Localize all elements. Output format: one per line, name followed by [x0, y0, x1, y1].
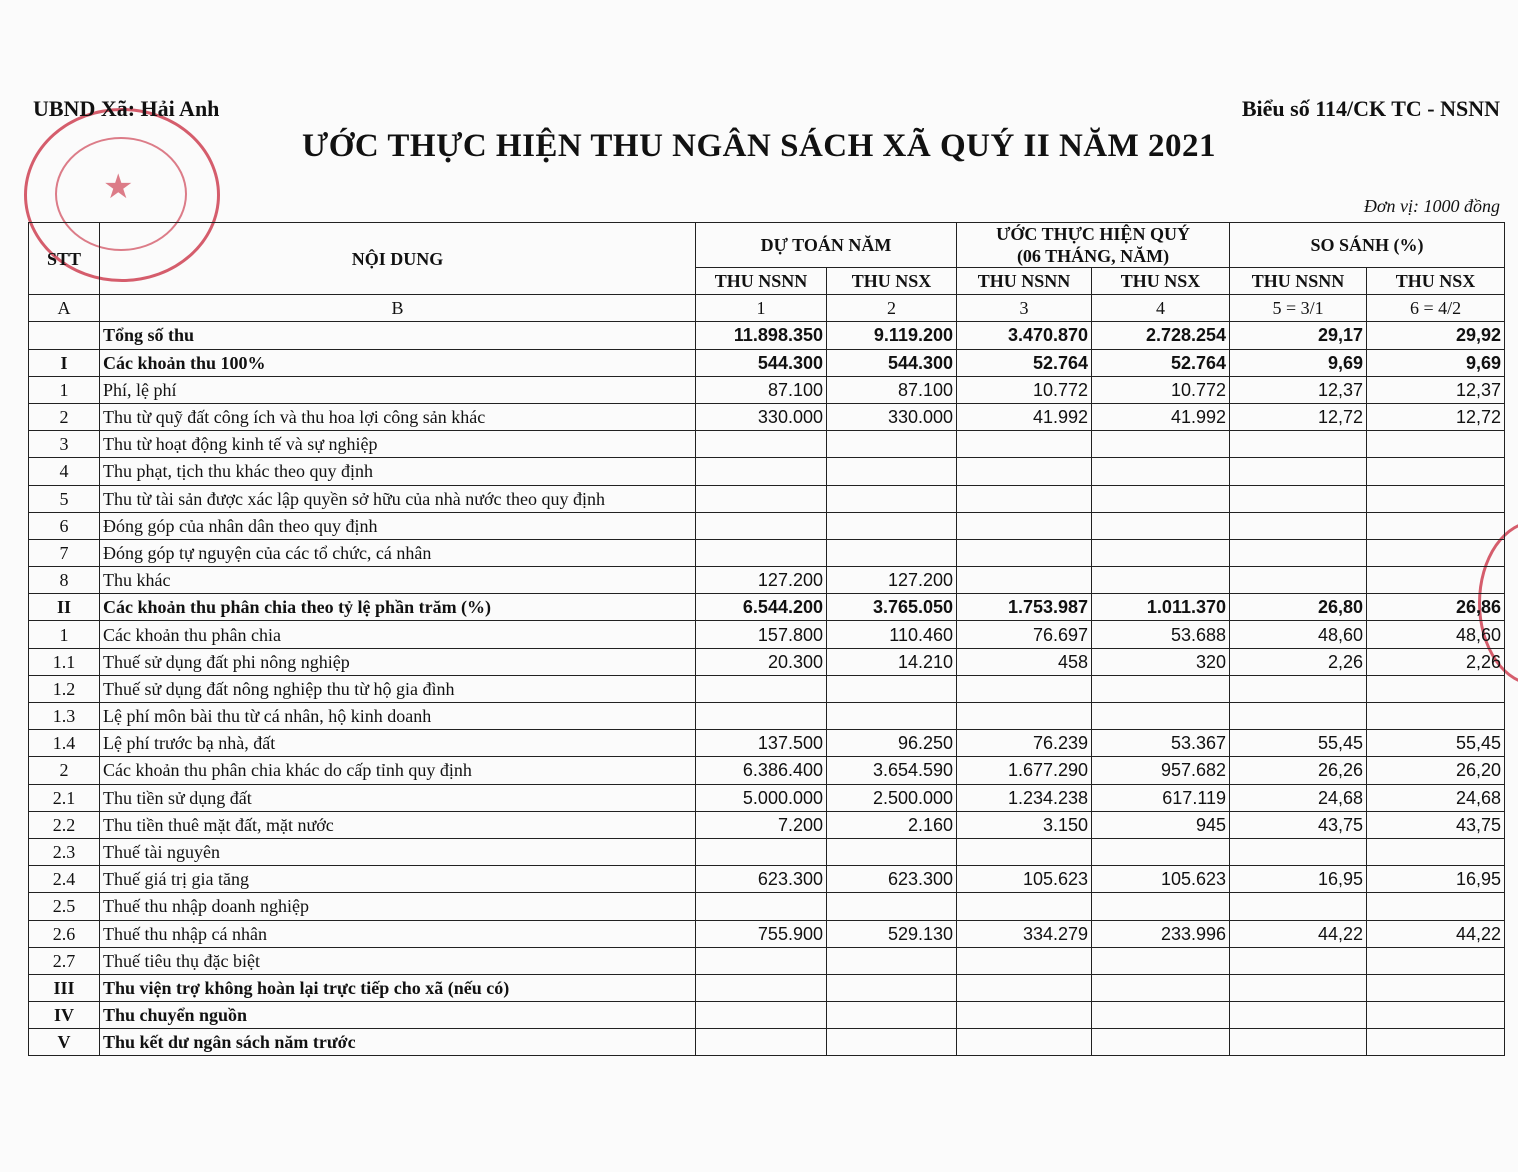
row-value-cell: 87.100 [696, 376, 827, 403]
group-actual-header [957, 223, 1230, 268]
row-value-cell: 48,60 [1230, 621, 1367, 648]
table-row [29, 458, 1505, 485]
row-value-cell [1092, 974, 1230, 1001]
table-row [29, 621, 1505, 648]
row-value-cell: 945 [1092, 811, 1230, 838]
col-content-header: NỘI DUNG [100, 223, 696, 295]
table-row [29, 648, 1505, 675]
row-value-cell [696, 1002, 827, 1029]
row-value-cell: 55,45 [1230, 730, 1367, 757]
index-cell: 5 = 3/1 [1230, 295, 1367, 322]
row-value-cell [696, 838, 827, 865]
row-value-cell [1367, 431, 1505, 458]
row-value-cell [1230, 1002, 1367, 1029]
row-content-cell: Thuế sử dụng đất nông nghiệp thu từ hộ gia đình [100, 675, 696, 702]
table-row [29, 811, 1505, 838]
table-body [29, 322, 1505, 1056]
row-value-cell: 41.992 [1092, 403, 1230, 430]
row-value-cell: 26,80 [1230, 594, 1367, 621]
row-value-cell [1092, 1002, 1230, 1029]
budget-table [28, 222, 1505, 1056]
row-value-cell: 320 [1092, 648, 1230, 675]
row-content-cell: Lệ phí trước bạ nhà, đất [100, 730, 696, 757]
row-stt-cell: 2 [29, 757, 100, 784]
row-value-cell [1092, 512, 1230, 539]
row-content-cell: Thu kết dư ngân sách năm trước [100, 1029, 696, 1056]
table-row [29, 920, 1505, 947]
row-value-cell [1092, 539, 1230, 566]
row-value-cell [1367, 893, 1505, 920]
row-value-cell [1230, 512, 1367, 539]
row-value-cell [827, 458, 957, 485]
row-value-cell [1092, 485, 1230, 512]
row-value-cell: 12,37 [1367, 376, 1505, 403]
row-value-cell: 26,26 [1230, 757, 1367, 784]
row-value-cell: 26,20 [1367, 757, 1505, 784]
row-value-cell: 623.300 [696, 866, 827, 893]
row-stt-cell: V [29, 1029, 100, 1056]
row-value-cell [957, 675, 1092, 702]
row-value-cell [957, 431, 1092, 458]
row-stt-cell: 2.3 [29, 838, 100, 865]
row-value-cell: 2.728.254 [1092, 322, 1230, 349]
table-row [29, 567, 1505, 594]
row-value-cell [696, 893, 827, 920]
row-value-cell [1230, 974, 1367, 1001]
column-index-row [29, 295, 1505, 322]
row-value-cell: 10.772 [1092, 376, 1230, 403]
row-value-cell: 53.367 [1092, 730, 1230, 757]
row-value-cell [1092, 458, 1230, 485]
table-row [29, 403, 1505, 430]
row-stt-cell: IV [29, 1002, 100, 1029]
index-cell: 4 [1092, 295, 1230, 322]
row-value-cell [1230, 947, 1367, 974]
row-content-cell: Thuế sử dụng đất phi nông nghiệp [100, 648, 696, 675]
row-stt-cell: 7 [29, 539, 100, 566]
row-value-cell: 957.682 [1092, 757, 1230, 784]
row-value-cell [696, 512, 827, 539]
sub-header-nsx: THU NSX [827, 268, 957, 295]
row-value-cell [957, 539, 1092, 566]
row-stt-cell: III [29, 974, 100, 1001]
row-value-cell [1092, 567, 1230, 594]
row-content-cell: Thu từ tài sản được xác lập quyền sở hữu của nhà nước theo quy định [100, 485, 696, 512]
table-row [29, 974, 1505, 1001]
row-value-cell: 7.200 [696, 811, 827, 838]
row-value-cell [1230, 893, 1367, 920]
row-content-cell: Thuế thu nhập doanh nghiệp [100, 893, 696, 920]
row-value-cell: 529.130 [827, 920, 957, 947]
row-value-cell [827, 675, 957, 702]
row-value-cell [1230, 1029, 1367, 1056]
row-value-cell: 52.764 [1092, 349, 1230, 376]
row-content-cell: Đóng góp tự nguyện của các tổ chức, cá nhân [100, 539, 696, 566]
table-row [29, 675, 1505, 702]
row-value-cell [827, 1029, 957, 1056]
row-value-cell: 12,37 [1230, 376, 1367, 403]
row-value-cell [957, 512, 1092, 539]
row-content-cell: Thu chuyển nguồn [100, 1002, 696, 1029]
row-content-cell: Các khoản thu 100% [100, 349, 696, 376]
row-value-cell [827, 703, 957, 730]
row-value-cell [1092, 431, 1230, 458]
table-row [29, 947, 1505, 974]
row-value-cell [1367, 838, 1505, 865]
row-value-cell: 10.772 [957, 376, 1092, 403]
table-row [29, 349, 1505, 376]
table-row [29, 594, 1505, 621]
sub-header-nsnn: THU NSNN [1230, 268, 1367, 295]
row-value-cell: 1.011.370 [1092, 594, 1230, 621]
row-value-cell: 330.000 [696, 403, 827, 430]
row-value-cell [827, 947, 957, 974]
row-value-cell: 9,69 [1230, 349, 1367, 376]
row-stt-cell: 2 [29, 403, 100, 430]
table-row [29, 866, 1505, 893]
row-value-cell [1092, 675, 1230, 702]
row-value-cell [827, 512, 957, 539]
sub-header-nsx: THU NSX [1092, 268, 1230, 295]
row-stt-cell: 8 [29, 567, 100, 594]
row-stt-cell: 2.7 [29, 947, 100, 974]
row-value-cell: 2.500.000 [827, 784, 957, 811]
row-value-cell: 26,86 [1367, 594, 1505, 621]
row-value-cell [957, 485, 1092, 512]
index-cell: 6 = 4/2 [1367, 295, 1505, 322]
row-value-cell [957, 947, 1092, 974]
row-value-cell [1230, 675, 1367, 702]
row-value-cell [1230, 458, 1367, 485]
row-content-cell: Các khoản thu phân chia khác do cấp tỉnh quy định [100, 757, 696, 784]
row-stt-cell: 2.1 [29, 784, 100, 811]
table-row [29, 376, 1505, 403]
sub-header-nsx: THU NSX [1367, 268, 1505, 295]
row-value-cell: 755.900 [696, 920, 827, 947]
row-value-cell [827, 838, 957, 865]
row-value-cell: 52.764 [957, 349, 1092, 376]
row-value-cell: 3.654.590 [827, 757, 957, 784]
row-value-cell: 87.100 [827, 376, 957, 403]
row-value-cell: 9,69 [1367, 349, 1505, 376]
row-value-cell: 12,72 [1230, 403, 1367, 430]
row-value-cell [827, 485, 957, 512]
row-value-cell [1092, 947, 1230, 974]
currency-unit: Đơn vị: 1000 đồng [1363, 196, 1500, 216]
document-title: ƯỚC THỰC HIỆN THU NGÂN SÁCH XÃ QUÝ II NĂM 2021 [301, 128, 1217, 164]
table-row [29, 893, 1505, 920]
row-value-cell [696, 458, 827, 485]
row-value-cell: 127.200 [696, 567, 827, 594]
row-stt-cell: 1.2 [29, 675, 100, 702]
row-value-cell [1367, 539, 1505, 566]
row-value-cell: 5.000.000 [696, 784, 827, 811]
row-value-cell: 233.996 [1092, 920, 1230, 947]
row-value-cell: 1.677.290 [957, 757, 1092, 784]
row-value-cell [1230, 703, 1367, 730]
row-value-cell: 127.200 [827, 567, 957, 594]
row-value-cell: 41.992 [957, 403, 1092, 430]
row-content-cell: Các khoản thu phân chia theo tỷ lệ phần trăm (%) [100, 594, 696, 621]
row-content-cell: Thu tiền thuê mặt đất, mặt nước [100, 811, 696, 838]
row-stt-cell: II [29, 594, 100, 621]
row-value-cell: 44,22 [1367, 920, 1505, 947]
table-row [29, 485, 1505, 512]
row-content-cell: Thu tiền sử dụng đất [100, 784, 696, 811]
row-value-cell: 157.800 [696, 621, 827, 648]
table-row [29, 1029, 1505, 1056]
row-value-cell: 1.234.238 [957, 784, 1092, 811]
row-stt-cell: 1.4 [29, 730, 100, 757]
row-content-cell: Thuế tài nguyên [100, 838, 696, 865]
row-value-cell: 9.119.200 [827, 322, 957, 349]
row-value-cell [1367, 675, 1505, 702]
row-value-cell [1367, 567, 1505, 594]
row-value-cell [827, 539, 957, 566]
row-stt-cell: 2.5 [29, 893, 100, 920]
table-row [29, 784, 1505, 811]
row-value-cell: 2.160 [827, 811, 957, 838]
row-value-cell [827, 974, 957, 1001]
group-compare-header: SO SÁNH (%) [1230, 223, 1505, 268]
row-value-cell: 44,22 [1230, 920, 1367, 947]
col-stt-header: STT [29, 223, 100, 295]
row-content-cell: Thu khác [100, 567, 696, 594]
row-value-cell [1230, 431, 1367, 458]
row-value-cell: 29,92 [1367, 322, 1505, 349]
row-value-cell [1092, 1029, 1230, 1056]
row-value-cell: 617.119 [1092, 784, 1230, 811]
row-value-cell [957, 703, 1092, 730]
row-value-cell: 137.500 [696, 730, 827, 757]
row-value-cell: 29,17 [1230, 322, 1367, 349]
row-value-cell: 24,68 [1230, 784, 1367, 811]
row-content-cell: Thuế tiêu thụ đặc biệt [100, 947, 696, 974]
row-value-cell [696, 431, 827, 458]
row-value-cell: 53.688 [1092, 621, 1230, 648]
row-value-cell: 623.300 [827, 866, 957, 893]
row-value-cell [827, 1002, 957, 1029]
row-stt-cell: 2.2 [29, 811, 100, 838]
row-value-cell [696, 974, 827, 1001]
row-content-cell: Tổng số thu [100, 322, 696, 349]
index-cell: B [100, 295, 696, 322]
row-value-cell [957, 567, 1092, 594]
row-stt-cell: 5 [29, 485, 100, 512]
row-content-cell: Thuế thu nhập cá nhân [100, 920, 696, 947]
group-actual-line1: ƯỚC THỰC HIỆN QUÝ [996, 224, 1190, 244]
row-value-cell [827, 431, 957, 458]
row-content-cell: Thu viện trợ không hoàn lại trực tiếp cho xã (nếu có) [100, 974, 696, 1001]
sub-header-nsnn: THU NSNN [696, 268, 827, 295]
row-value-cell [957, 458, 1092, 485]
form-code: Biểu số 114/CK TC - NSNN [1241, 96, 1500, 121]
row-value-cell [696, 1029, 827, 1056]
row-value-cell: 16,95 [1230, 866, 1367, 893]
row-value-cell: 1.753.987 [957, 594, 1092, 621]
table-row [29, 431, 1505, 458]
row-value-cell: 2,26 [1367, 648, 1505, 675]
row-content-cell: Các khoản thu phân chia [100, 621, 696, 648]
row-value-cell: 24,68 [1367, 784, 1505, 811]
row-value-cell: 43,75 [1367, 811, 1505, 838]
row-stt-cell: 4 [29, 458, 100, 485]
row-stt-cell [29, 322, 100, 349]
row-stt-cell: I [29, 349, 100, 376]
row-value-cell: 2,26 [1230, 648, 1367, 675]
row-stt-cell: 2.4 [29, 866, 100, 893]
row-value-cell: 544.300 [827, 349, 957, 376]
table-row [29, 703, 1505, 730]
row-value-cell [957, 838, 1092, 865]
row-content-cell: Đóng góp của nhân dân theo quy định [100, 512, 696, 539]
row-content-cell: Lệ phí môn bài thu từ cá nhân, hộ kinh doanh [100, 703, 696, 730]
row-value-cell [1367, 974, 1505, 1001]
seal-star-icon: ★ [103, 169, 134, 206]
row-content-cell: Thu từ hoạt động kinh tế và sự nghiệp [100, 431, 696, 458]
row-value-cell [1367, 485, 1505, 512]
row-value-cell: 96.250 [827, 730, 957, 757]
row-value-cell [1367, 512, 1505, 539]
table-row [29, 322, 1505, 349]
row-value-cell [1230, 485, 1367, 512]
row-value-cell [696, 947, 827, 974]
table-row [29, 730, 1505, 757]
organization-name: UBND Xã: Hải Anh [33, 96, 220, 121]
table-row [29, 539, 1505, 566]
row-value-cell [1230, 838, 1367, 865]
group-estimate-header: DỰ TOÁN NĂM [696, 223, 957, 268]
row-value-cell: 110.460 [827, 621, 957, 648]
row-value-cell [957, 974, 1092, 1001]
row-value-cell [1092, 703, 1230, 730]
table-row [29, 757, 1505, 784]
row-value-cell [696, 539, 827, 566]
row-value-cell [696, 675, 827, 702]
row-value-cell [827, 893, 957, 920]
table-row [29, 838, 1505, 865]
row-value-cell [1092, 838, 1230, 865]
row-value-cell: 12,72 [1367, 403, 1505, 430]
index-cell: 3 [957, 295, 1092, 322]
row-value-cell [1367, 458, 1505, 485]
row-value-cell: 16,95 [1367, 866, 1505, 893]
row-value-cell: 544.300 [696, 349, 827, 376]
row-value-cell [696, 485, 827, 512]
row-stt-cell: 6 [29, 512, 100, 539]
index-cell: 2 [827, 295, 957, 322]
row-value-cell: 330.000 [827, 403, 957, 430]
row-value-cell [1367, 703, 1505, 730]
row-value-cell: 3.150 [957, 811, 1092, 838]
row-value-cell: 105.623 [957, 866, 1092, 893]
row-value-cell: 20.300 [696, 648, 827, 675]
row-value-cell: 76.697 [957, 621, 1092, 648]
index-cell: A [29, 295, 100, 322]
row-value-cell [696, 703, 827, 730]
row-stt-cell: 1 [29, 621, 100, 648]
row-stt-cell: 1.3 [29, 703, 100, 730]
row-value-cell: 458 [957, 648, 1092, 675]
row-value-cell: 3.765.050 [827, 594, 957, 621]
row-value-cell [1092, 893, 1230, 920]
row-value-cell: 334.279 [957, 920, 1092, 947]
table-row [29, 1002, 1505, 1029]
row-content-cell: Thu phạt, tịch thu khác theo quy định [100, 458, 696, 485]
row-value-cell: 76.239 [957, 730, 1092, 757]
row-value-cell: 6.386.400 [696, 757, 827, 784]
row-value-cell [1367, 1002, 1505, 1029]
row-value-cell [957, 1002, 1092, 1029]
row-content-cell: Thu từ quỹ đất công ích và thu hoa lợi công sản khác [100, 403, 696, 430]
index-cell: 1 [696, 295, 827, 322]
row-value-cell [957, 893, 1092, 920]
row-value-cell [1230, 539, 1367, 566]
row-content-cell: Thuế giá trị gia tăng [100, 866, 696, 893]
row-stt-cell: 1 [29, 376, 100, 403]
row-value-cell [957, 1029, 1092, 1056]
row-value-cell: 14.210 [827, 648, 957, 675]
row-value-cell: 48,60 [1367, 621, 1505, 648]
row-value-cell: 6.544.200 [696, 594, 827, 621]
row-value-cell: 55,45 [1367, 730, 1505, 757]
row-stt-cell: 3 [29, 431, 100, 458]
row-value-cell: 3.470.870 [957, 322, 1092, 349]
group-actual-line2: (06 THÁNG, NĂM) [1016, 246, 1170, 266]
row-value-cell: 11.898.350 [696, 322, 827, 349]
row-value-cell [1367, 1029, 1505, 1056]
table-row [29, 512, 1505, 539]
row-stt-cell: 1.1 [29, 648, 100, 675]
sub-header-nsnn: THU NSNN [957, 268, 1092, 295]
row-value-cell: 105.623 [1092, 866, 1230, 893]
row-value-cell [1367, 947, 1505, 974]
row-value-cell: 43,75 [1230, 811, 1367, 838]
row-content-cell: Phí, lệ phí [100, 376, 696, 403]
row-stt-cell: 2.6 [29, 920, 100, 947]
row-value-cell [1230, 567, 1367, 594]
